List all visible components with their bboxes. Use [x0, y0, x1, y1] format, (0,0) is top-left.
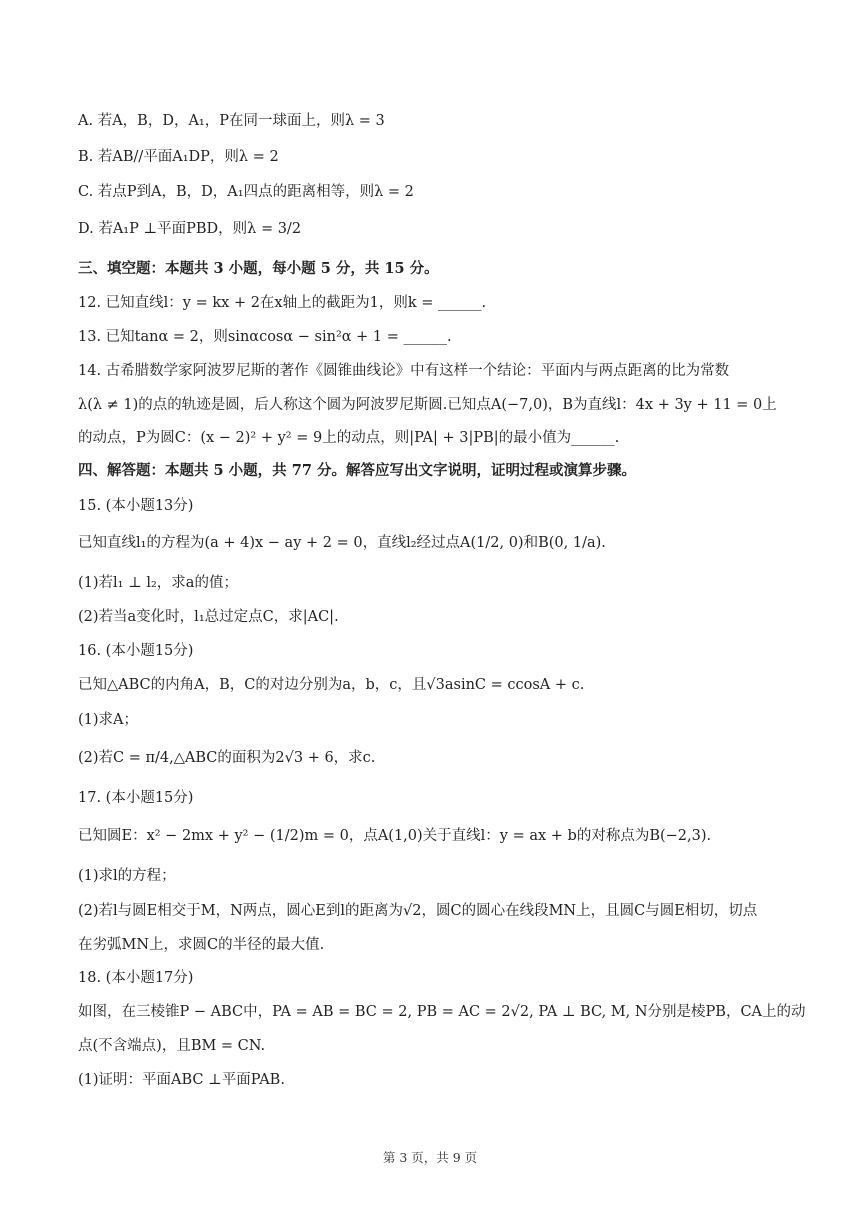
section4-heading: 四、解答题：本题共 5 小题，共 77 分。解答应写出文字说明，证明过程或演算步骤。 [78, 462, 636, 479]
question-17-part1: (1)求l的方程； [78, 868, 176, 884]
question-17-title: 17. (本小题15分) [78, 790, 194, 806]
section3-heading: 三、填空题：本题共 3 小题，每小题 5 分，共 15 分。 [78, 260, 439, 277]
question-18-part1: (1)证明：平面ABC ⊥平面PAB. [78, 1072, 285, 1088]
page-footer: 第 3 页，共 9 页 [382, 1150, 478, 1165]
question-16-part2: (2)若C = π/4,△ABC的面积为2√3 + 6，求c. [78, 750, 376, 766]
question-13: 13. 已知tanα = 2，则sinαcosα − sin²α + 1 = ______. [78, 329, 452, 345]
question-18-stem-line2: 点(不含端点)，且BM = CN. [78, 1038, 266, 1054]
question-12: 12. 已知直线l：y = kx + 2在x轴上的截距为1，则k = ______. [78, 295, 487, 311]
question-17-part2-line2: 在劣弧MN上，求圆C的半径的最大值. [78, 937, 325, 953]
question-15-part1: (1)若l₁ ⊥ l₂，求a的值； [78, 575, 238, 591]
question-14-line3: 的动点，P为圆C：(x − 2)² + y² = 9上的动点，则|PA| + 3|PB|的最小值为______. [78, 430, 620, 446]
question-18-title: 18. (本小题17分) [78, 970, 194, 986]
question-14-line2: λ(λ ≠ 1)的点的轨迹是圆，后人称这个圆为阿波罗尼斯圆.已知点A(−7,0)，B为直线l：4x + 3y + 11 = 0上 [78, 397, 777, 413]
question-16-stem: 已知△ABC的内角A，B，C的对边分别为a，b，c，且√3asinC = ccosA + c. [78, 677, 585, 693]
question-15-title: 15. (本小题13分) [78, 498, 194, 514]
question-15-stem: 已知直线l₁的方程为(a + 4)x − ay + 2 = 0，直线l₂经过点A(1/2, 0)和B(0, 1/a). [78, 535, 606, 551]
question-16-title: 16. (本小题15分) [78, 643, 194, 659]
question-17-part2-line1: (2)若l与圆E相交于M，N两点，圆心E到l的距离为√2，圆C的圆心在线段MN上，且圆C与圆E相切，切点 [78, 903, 758, 919]
question-14-line1: 14. 古希腊数学家阿波罗尼斯的著作《圆锥曲线论》中有这样一个结论：平面内与两点距离的比为常数 [78, 363, 730, 379]
question-18-stem-line1: 如图，在三棱锥P − ABC中，PA = AB = BC = 2, PB = AC = 2√2, PA ⊥ BC, M, N分别是棱PB，CA上的动 [78, 1004, 806, 1020]
option-c: C. 若点P到A，B，D，A₁四点的距离相等，则λ = 2 [78, 184, 414, 200]
question-16-part1: (1)求A； [78, 712, 139, 728]
question-17-stem: 已知圆E：x² − 2mx + y² − (1/2)m = 0，点A(1,0)关于直线l：y = ax + b的对称点为B(−2,3). [78, 828, 712, 844]
option-d: D. 若A₁P ⊥平面PBD，则λ = 3/2 [78, 221, 302, 237]
question-15-part2: (2)若当a变化时，l₁总过定点C，求|AC|. [78, 609, 339, 625]
option-b: B. 若AB//平面A₁DP，则λ = 2 [78, 149, 279, 165]
option-a: A. 若A，B，D，A₁，P在同一球面上，则λ = 3 [78, 113, 385, 129]
